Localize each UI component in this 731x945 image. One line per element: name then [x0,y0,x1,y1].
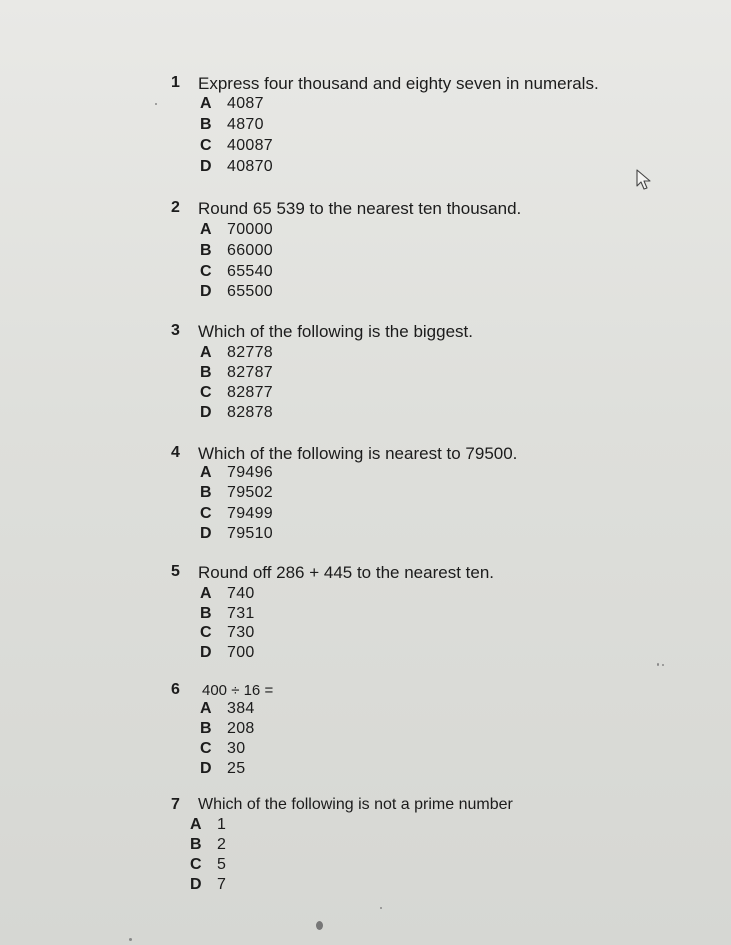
option-letter: C [200,740,212,757]
option-value: 79499 [227,505,273,522]
paper-speck [380,907,382,909]
option-value: 40870 [227,158,273,175]
option-letter: D [190,876,202,893]
question-text: Express four thousand and eighty seven in numerals. [198,74,599,93]
option-letter: D [200,525,212,542]
option-letter: D [200,404,212,421]
paper-speck [657,663,659,666]
option-d [200,283,273,301]
option-value: 79496 [227,464,273,481]
question-text: Which of the following is nearest to 79500. [198,444,518,463]
option-letter: C [200,263,212,280]
option-b [200,116,264,134]
option-value: 25 [227,760,246,777]
option-b [200,605,255,623]
option-value: 82878 [227,404,273,421]
option-value: 7 [217,876,227,893]
option-b [190,836,226,854]
question-number: 2 [171,199,180,216]
option-a [200,95,264,113]
option-letter: C [190,856,202,873]
option-letter: D [200,760,212,777]
option-d [200,525,273,543]
option-letter: B [200,605,212,622]
option-value: 700 [227,644,255,661]
option-c [200,137,273,155]
option-letter: A [200,700,212,717]
option-value: 730 [227,624,255,641]
option-a [200,464,273,482]
option-letter: D [200,283,212,300]
question-number: 5 [171,563,180,580]
option-letter: C [200,624,212,641]
option-value: 82778 [227,344,273,361]
option-a [190,816,226,834]
option-d [200,404,273,422]
option-value: 70000 [227,221,273,238]
option-value: 30 [227,740,246,757]
question-number: 4 [171,444,180,461]
option-a [200,700,255,718]
option-b [200,484,273,502]
option-letter: C [200,137,212,154]
option-letter: B [200,242,212,259]
question-text: Which of the following is the biggest. [198,322,473,341]
option-value: 66000 [227,242,273,259]
option-letter: C [200,505,212,522]
option-letter: A [200,585,212,602]
question-text: 400 ÷ 16 = [202,682,274,699]
option-a [200,344,273,362]
option-a [200,585,255,603]
option-value: 82877 [227,384,273,401]
mouse-cursor-icon [636,169,652,196]
option-letter: A [200,221,212,238]
option-letter: A [200,95,212,112]
option-c [200,384,273,402]
option-value: 65500 [227,283,273,300]
option-c [200,740,245,758]
option-letter: B [200,720,212,737]
question-number: 6 [171,681,180,698]
question-number: 7 [171,796,180,813]
option-letter: A [200,344,212,361]
option-d [200,760,245,778]
option-value: 1 [217,816,227,833]
option-letter: C [200,384,212,401]
option-d [200,158,273,176]
question-text: Round 65 539 to the nearest ten thousand. [198,199,522,218]
option-b [200,242,273,260]
option-c [200,505,273,523]
option-a [200,221,273,239]
option-c [200,263,273,281]
option-value: 79510 [227,525,273,542]
option-value: 82787 [227,364,273,381]
option-letter: B [200,484,212,501]
option-value: 4870 [227,116,264,133]
option-b [200,364,273,382]
paper-speck [129,938,132,941]
option-value: 731 [227,605,255,622]
option-value: 5 [217,856,227,873]
option-letter: A [190,816,202,833]
option-letter: B [190,836,202,853]
option-c [200,624,255,642]
option-d [200,644,255,662]
option-d [190,876,226,894]
question-text: Round off 286 + 445 to the nearest ten. [198,563,494,582]
option-letter: B [200,364,212,381]
paper-speck [662,664,664,666]
option-letter: A [200,464,212,481]
option-value: 2 [217,836,227,853]
option-value: 4087 [227,95,264,112]
option-value: 65540 [227,263,273,280]
option-letter: D [200,158,212,175]
option-b [200,720,255,738]
question-text: Which of the following is not a prime number [198,796,513,813]
option-value: 740 [227,585,255,602]
question-number: 1 [171,74,180,91]
option-value: 384 [227,700,255,717]
paper-smudge [316,921,323,930]
option-letter: B [200,116,212,133]
option-value: 40087 [227,137,273,154]
paper-speck [155,103,157,105]
option-value: 208 [227,720,255,737]
option-letter: D [200,644,212,661]
question-number: 3 [171,322,180,339]
option-value: 79502 [227,484,273,501]
option-c [190,856,226,874]
